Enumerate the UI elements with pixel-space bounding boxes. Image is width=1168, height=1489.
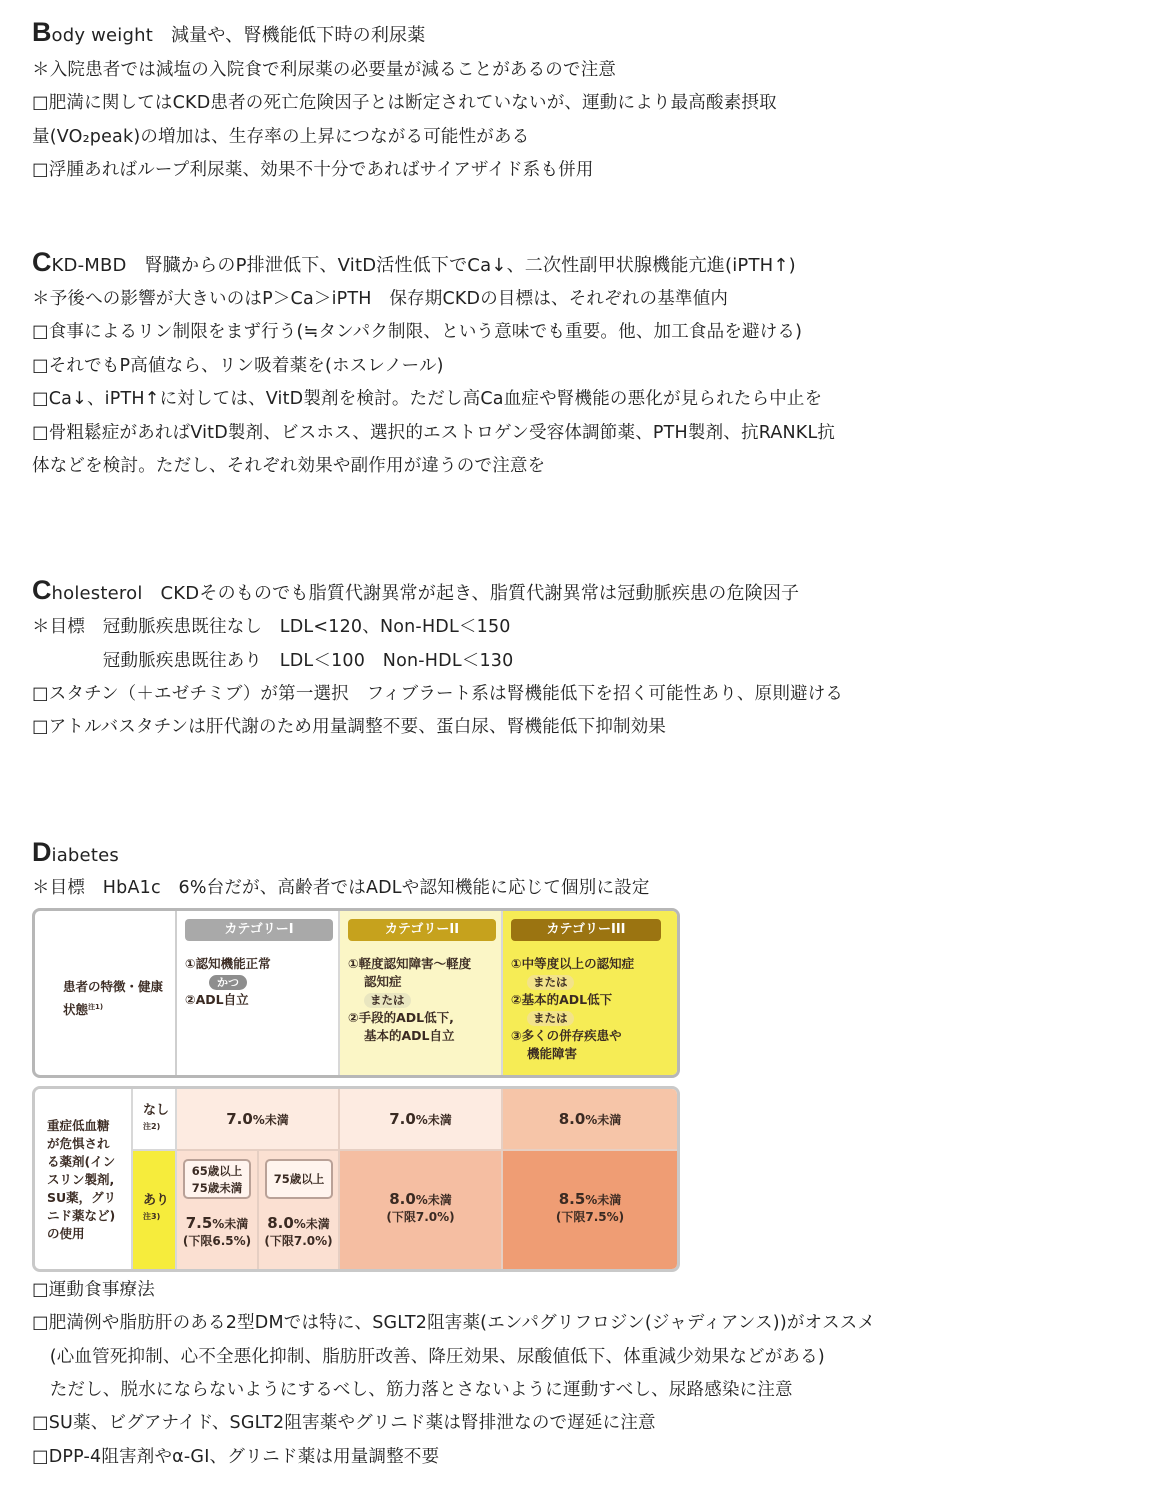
- text-line: ＊予後への影響が大きいのはP＞Ca＞iPTH 保存期CKDの目標は、それぞれの基準値内: [32, 289, 729, 309]
- side-header-line: る薬剤(イン: [47, 1154, 116, 1169]
- text-line: □肥満に関してはCKD患者の死亡危険因子とは断定されていないが、運動により最高酸素摂取: [32, 93, 777, 113]
- target-value: 7.5: [185, 1214, 213, 1232]
- age-badge: 75歳以上: [265, 1159, 333, 1199]
- target-cat1-age65-74: [177, 1151, 259, 1269]
- target-unit: %未満: [415, 1113, 452, 1127]
- category-item: ①中等度以上の認知症: [511, 956, 635, 971]
- category-item: 機能障害: [527, 1046, 578, 1061]
- text-line: 体などを検討。ただし、それぞれ効果や副作用が違うので注意を: [32, 456, 546, 476]
- text-line: ＊入院患者では減塩の入院食で利尿薬の必要量が減ることがあるので注意: [32, 60, 617, 80]
- text-line: □食事によるリン制限をまず行う(≒タンパク制限、という意味でも重要。他、加工食品を避ける): [32, 322, 803, 342]
- text-line: (心血管死抑制、心不全悪化抑制、脂肪肝改善、降圧効果、尿酸値低下、体重減少効果などがある): [32, 1347, 825, 1367]
- side-header-line: ニド薬など): [47, 1208, 116, 1223]
- target-value: 8.5: [558, 1190, 586, 1208]
- category-item: 基本的ADL自立: [364, 1028, 455, 1043]
- lower-limit: (下限7.0%): [386, 1210, 455, 1224]
- side-header-line: 重症低血糖: [47, 1118, 110, 1133]
- target-cat3-no-drug: [503, 1089, 677, 1151]
- note-marker: 注2): [143, 1122, 161, 1131]
- no-drug-row-label: [133, 1089, 177, 1151]
- text-line: □Ca↓、iPTH↑に対しては、VitD製剤を検討。ただし高Ca血症や腎機能の悪化が見られたら中止を: [32, 389, 823, 409]
- age-text: 75歳未満: [191, 1181, 243, 1195]
- conjunction-badge: または: [527, 975, 574, 990]
- target-value: 8.0: [267, 1214, 294, 1232]
- side-header-line: SU薬，グリ: [47, 1190, 117, 1205]
- category-3-label: カテゴリーIII: [511, 919, 661, 941]
- section-heading-body-weight: Body weight 減量や、腎機能低下時の利尿薬: [32, 17, 426, 47]
- lower-limit: (下限7.5%): [555, 1210, 625, 1224]
- yes-label: あり: [143, 1193, 170, 1208]
- side-header-line: スリン製剤,: [47, 1172, 115, 1187]
- target-unit: %未満: [585, 1193, 622, 1207]
- text-line: □骨粗鬆症があればVitD製剤、ビスホス、選択的エストロゲン受容体調節薬、PTH製剤、抗RANKL抗: [32, 423, 836, 443]
- text-line: □浮腫あればループ利尿薬、効果不十分であればサイアザイド系も併用: [32, 160, 594, 180]
- target-cat1-no-drug: [177, 1089, 340, 1151]
- target-cat3-with-drug: [503, 1151, 677, 1269]
- category-item: ③多くの併存疾患や: [511, 1028, 622, 1043]
- side-header-line: が危惧され: [47, 1136, 110, 1151]
- text-line: 冠動脈疾患既往あり LDL＜100 Non-HDL＜130: [32, 651, 514, 671]
- text-line: ただし、脱水にならないようにするべし、筋力落とさないように運動すべし、尿路感染に注意: [32, 1380, 793, 1400]
- patient-feature-label: 患者の特徴・健康状態: [63, 979, 164, 1018]
- target-value: 7.0: [389, 1110, 416, 1128]
- target-unit: %未満: [293, 1217, 330, 1231]
- target-cat2-with-drug: [340, 1151, 503, 1269]
- hba1c-target-table: [32, 1086, 680, 1272]
- lower-limit: (下限6.5%): [182, 1234, 252, 1248]
- age-badge: [183, 1159, 251, 1199]
- target-value: 7.0: [226, 1110, 253, 1128]
- category-item: 認知症: [364, 974, 402, 989]
- category-item: ②基本的ADL低下: [511, 992, 613, 1007]
- target-unit: %未満: [252, 1113, 289, 1127]
- target-unit: %未満: [415, 1193, 452, 1207]
- category-item: ①軽度認知障害〜軽度: [348, 956, 472, 971]
- target-cat2-no-drug: [340, 1089, 503, 1151]
- text-line: ＊目標 冠動脈疾患既往なし LDL<120、Non-HDL＜150: [32, 617, 511, 637]
- category-1-label: カテゴリーI: [185, 919, 333, 941]
- section-heading-ckd-mbd: CKD-MBD 腎臓からのP排泄低下、VitD活性低下でCa↓、二次性副甲状腺機能亢進(iPTH↑): [32, 247, 796, 277]
- side-header-line: の使用: [47, 1226, 85, 1241]
- target-unit: %未満: [212, 1217, 249, 1231]
- category-2-column: [340, 911, 503, 1075]
- category-item: ②手段的ADL低下,: [348, 1010, 454, 1025]
- note-marker: 注1): [88, 1003, 104, 1011]
- age-text: 65歳以上: [191, 1164, 243, 1178]
- text-line: □アトルバスタチンは肝代謝のため用量調整不要、蛋白尿、腎機能低下抑制効果: [32, 717, 667, 737]
- patient-feature-header: [35, 911, 177, 1075]
- target-value: 8.0: [558, 1110, 586, 1128]
- hypoglycemia-drug-header: [35, 1089, 133, 1269]
- conjunction-badge: または: [527, 1011, 574, 1026]
- category-item: ①認知機能正常: [185, 956, 271, 971]
- section-heading-diabetes: Diabetes: [32, 837, 119, 867]
- hba1c-category-table: [32, 908, 680, 1078]
- section-heading-cholesterol: Cholesterol CKDそのものでも脂質代謝異常が起き、脂質代謝異常は冠動脈疾患の危険因子: [32, 575, 800, 605]
- text-line: □肥満例や脂肪肝のある2型DMでは特に、SGLT2阻害薬(エンパグリフロジン(ジャディアンス))がオススメ: [32, 1313, 876, 1333]
- category-2-label: カテゴリーII: [348, 919, 496, 941]
- category-3-column: [503, 911, 677, 1075]
- text-line: □スタチン（＋エゼチミブ）が第一選択 フィブラート系は腎機能低下を招く可能性あり、原則避ける: [32, 684, 844, 704]
- category-item: ②ADL自立: [185, 992, 249, 1007]
- with-drug-row-label: [133, 1151, 177, 1269]
- category-1-column: [177, 911, 340, 1075]
- target-cat1-age75-plus: [259, 1151, 340, 1269]
- text-line: □SU薬、ビグアナイド、SGLT2阻害薬やグリニド薬は腎排泄なので遅延に注意: [32, 1413, 656, 1433]
- no-label: なし: [143, 1103, 170, 1118]
- conjunction-badge: かつ: [209, 975, 247, 990]
- text-line: □運動食事療法: [32, 1280, 155, 1300]
- text-line: □DPP-4阻害剤やα-GI、グリニド薬は用量調整不要: [32, 1447, 440, 1467]
- conjunction-badge: または: [364, 993, 411, 1008]
- text-line: ＊目標 HbA1c 6%台だが、高齢者ではADLや認知機能に応じて個別に設定: [32, 878, 650, 898]
- lower-limit: (下限7.0%): [264, 1234, 333, 1248]
- text-line: □それでもP高値なら、リン吸着薬を(ホスレノール): [32, 356, 444, 376]
- note-marker: 注3): [143, 1212, 161, 1221]
- target-unit: %未満: [585, 1113, 622, 1127]
- target-value: 8.0: [389, 1190, 416, 1208]
- text-line: 量(VO₂peak)の増加は、生存率の上昇につながる可能性がある: [32, 127, 530, 147]
